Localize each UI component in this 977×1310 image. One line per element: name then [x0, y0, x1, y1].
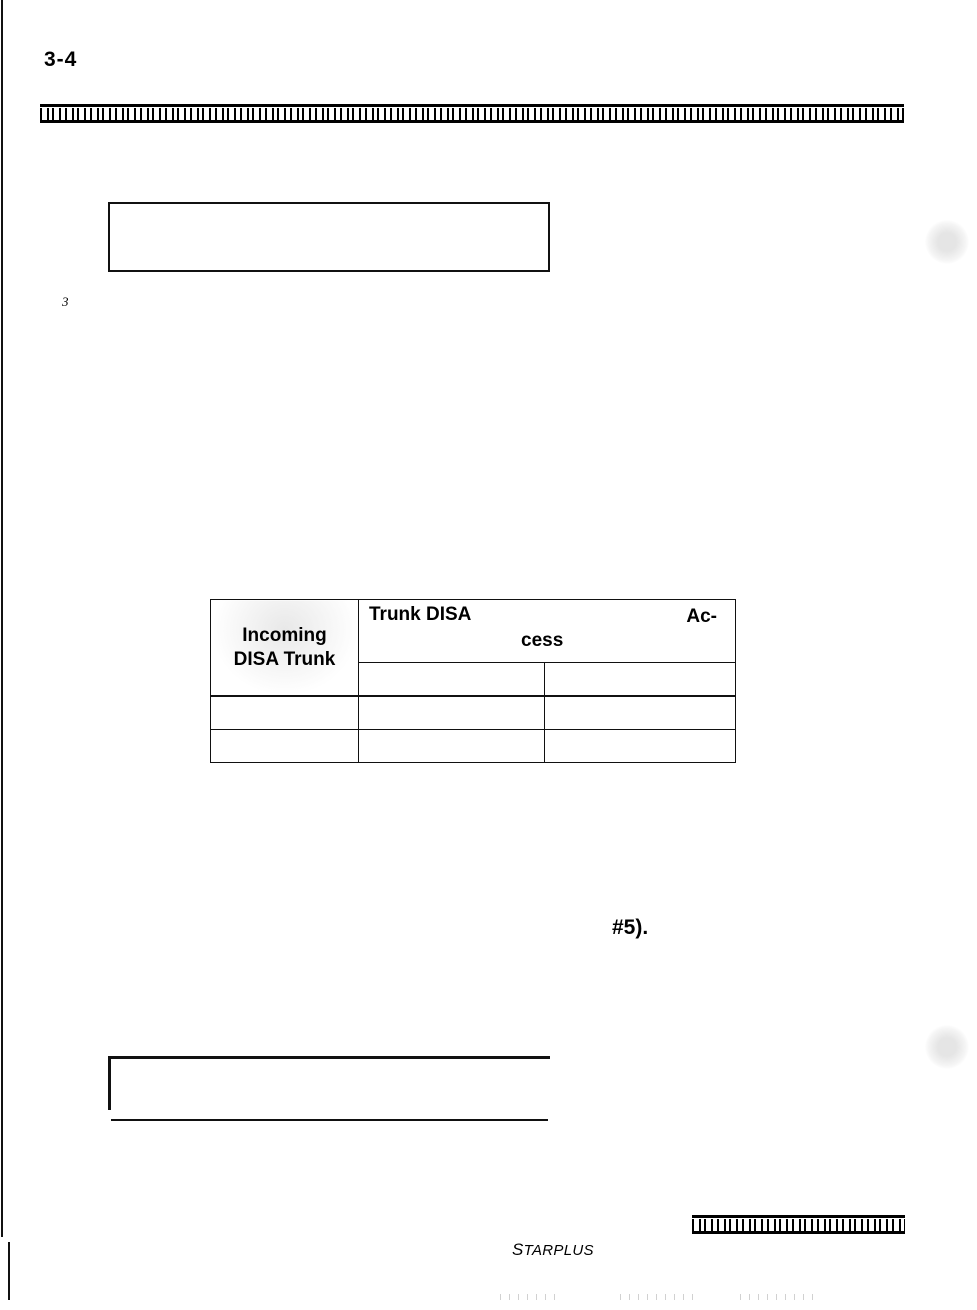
- page-number: 3-4: [44, 48, 78, 71]
- header-incoming-line2: DISA Trunk: [233, 648, 336, 670]
- header-group-part1: Trunk DISA: [369, 604, 472, 625]
- header-group-part3: cess: [521, 630, 564, 651]
- greek-key-border-top: [40, 104, 904, 123]
- scan-speckle: [740, 1294, 820, 1300]
- header-incoming-disa-trunk: [211, 600, 359, 696]
- left-margin-rule: [1, 0, 3, 1237]
- brand-rest: TARPLUS: [523, 1242, 594, 1259]
- table-cell: [545, 697, 736, 730]
- brand-initial: S: [512, 1240, 524, 1259]
- table-row: [211, 730, 736, 763]
- left-margin-rule-lower: [8, 1242, 10, 1300]
- footnote-reference: #5).: [612, 916, 649, 939]
- side-label: 3: [62, 294, 69, 309]
- subheader-cell-1: [359, 663, 545, 696]
- table-row: [211, 697, 736, 730]
- table-cell: [211, 730, 359, 763]
- table-cell: [359, 697, 545, 730]
- header-trunk-disa-access: [359, 600, 736, 663]
- header-incoming-line1: Incoming: [242, 624, 327, 646]
- note-box-bottom-top-rule: [108, 1056, 550, 1059]
- greek-key-border-bottom: [692, 1215, 905, 1234]
- note-box-bottom-bottom-rule: [111, 1119, 548, 1121]
- bleed-through-smudge-bottom: [925, 1025, 969, 1069]
- scan-speckle: [620, 1294, 700, 1300]
- table-cell: [211, 697, 359, 730]
- note-box-top: [108, 202, 550, 272]
- table-cell: [545, 730, 736, 763]
- header-group-part2: Ac-: [686, 606, 717, 627]
- brand-footer: [512, 1240, 594, 1260]
- note-box-bottom-left-rule: [108, 1056, 111, 1110]
- scan-speckle: [500, 1294, 560, 1300]
- table-cell: [359, 730, 545, 763]
- subheader-cell-2: [545, 663, 736, 696]
- bleed-through-smudge-top: [925, 220, 969, 264]
- disa-trunk-table: [210, 599, 735, 763]
